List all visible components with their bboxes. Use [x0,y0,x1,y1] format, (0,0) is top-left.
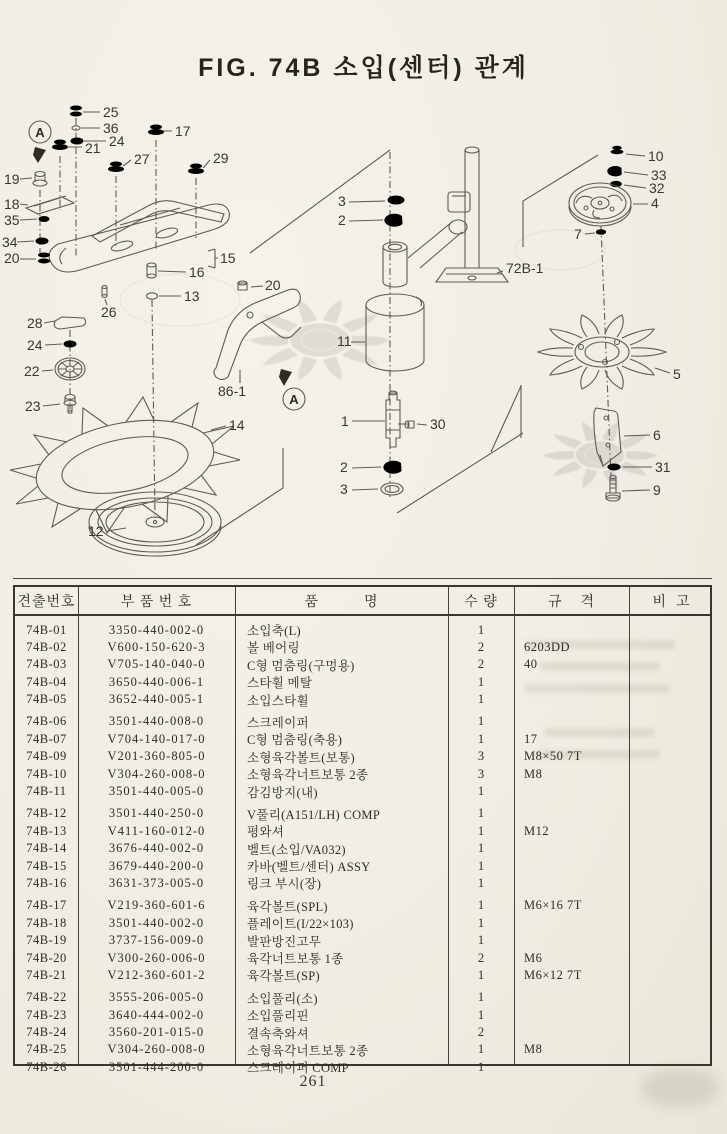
callout-24: 24 [109,133,125,149]
cell-name: 발판방진고무 [247,934,322,949]
cell-qty: 1 [477,714,485,729]
cell-part-no: V201-360-805-0 [107,749,206,764]
cell-ref-no: 74B-03 [26,657,67,672]
ring-3 [388,195,405,204]
callout-26: 26 [101,304,117,320]
callout-22: 22 [24,363,40,379]
table-body [15,616,710,1076]
cell-part-no: 3501-444-200-0 [108,1059,205,1074]
table-row [15,1024,710,1041]
cell-ref-no: 74B-16 [26,875,67,890]
table-row [15,897,710,914]
column-divider [448,587,449,1064]
callout-33: 33 [651,167,667,183]
callout-15: 15 [220,250,236,266]
cell-qty: 1 [477,858,485,873]
table-row [15,783,710,800]
callout-10: 10 [648,148,664,164]
cell-name: 볼 베어링 [247,641,300,656]
pin-26 [102,286,107,298]
cell-ref-no: 74B-17 [26,898,67,913]
table-row [15,932,710,949]
callout-23: 23 [25,398,41,414]
cell-name: 카바(벨트/센터) ASSY [247,860,371,875]
table-row [15,966,710,983]
cell-ref-no: 74B-01 [26,622,67,637]
column-divider [235,587,236,1064]
callout-2: 2 [338,212,346,228]
cell-ref-no: 74B-11 [26,784,67,799]
washer-34 [36,238,49,245]
cell-name: 소형육각볼트(보통) [247,750,355,765]
cell-name: 소입축(L) [247,624,301,638]
callout-17: 17 [175,123,191,139]
cell-name: 육각볼트(SPL) [247,899,328,914]
callout-25: 25 [103,104,119,120]
callout-20: 20 [4,250,20,266]
table-group [15,711,710,803]
cell-name: 육각볼트(SP) [247,969,320,984]
ring-13 [147,293,158,299]
cell-ref-no: 74B-18 [26,915,67,930]
cell-qty: 1 [477,875,485,890]
cell-part-no: V304-260-008-0 [107,1042,206,1057]
cell-qty: 1 [477,990,485,1005]
cell-qty: 1 [477,674,485,689]
callout-18: 18 [4,196,20,212]
cell-part-no: 3555-206-005-0 [108,990,205,1005]
plate-18 [26,196,74,214]
c-ring-2 [384,214,402,227]
header-name: 품 명 [304,594,379,610]
table-row [15,914,710,931]
cell-qty: 3 [477,766,485,781]
cell-spec: M12 [524,823,550,838]
table-row [15,1006,710,1023]
cell-qty: 1 [477,806,485,821]
figure-title: FIG. 74B 소입(센터) 관계 [198,54,529,82]
cell-name: C형 멈춤링(구멍용) [247,658,355,673]
cell-spec: 40 [524,657,538,672]
table-top-rule [13,578,712,579]
callout-19: 19 [4,171,20,187]
cell-spec: M8 [524,1042,543,1057]
callout-30: 30 [430,416,446,432]
table-row [15,638,710,655]
cell-ref-no: 74B-13 [26,823,67,838]
cell-qty: 1 [477,692,485,707]
page-number: 261 [299,1073,327,1090]
stand-post-72b [436,147,508,282]
header-ref-no: 견출번호 [17,594,76,610]
callout-36: 36 [103,120,119,136]
washer-24 [71,138,84,145]
cell-qty: 2 [477,639,485,654]
cell-part-no: 3631-373-005-0 [108,875,205,890]
callout-20b: 20 [265,277,281,293]
table-row [15,857,710,874]
callout-34: 34 [2,234,18,250]
cell-part-no: 3501-440-005-0 [108,784,205,799]
cell-name: 소입풀리핀 [247,1009,309,1024]
table-row [15,713,710,730]
cell-ref-no: 74B-15 [26,858,67,873]
cell-part-no: V704-140-017-0 [107,731,206,746]
cell-qty: 1 [477,967,485,982]
cell-qty: 3 [477,749,485,764]
cell-name: C형 멈춤링(축용) [247,733,343,748]
header-note: 비 고 [652,594,691,610]
cell-ref-no: 74B-04 [26,674,67,689]
table-row [15,730,710,747]
callout-21: 21 [85,140,101,156]
cell-part-no: 3676-440-002-0 [108,841,205,856]
cell-spec: M6×16 7T [524,898,582,913]
table-group [15,803,710,895]
cell-name: 스크레이퍼 COMP [247,1061,349,1076]
table-row [15,673,710,690]
cell-ref-no: 74B-10 [26,766,67,781]
cell-name: 결속축와셔 [247,1026,309,1041]
pulley-4 [569,183,631,226]
bolt-21 [52,140,68,159]
cell-spec: M6 [524,950,543,965]
ring-3b [381,483,403,495]
header-part-no: 부 품 번 호 [120,594,193,610]
cell-qty: 1 [477,823,485,838]
plate-28 [54,317,85,329]
table-row [15,989,710,1006]
detail-marker-a: A [35,125,45,140]
callout-14: 14 [229,417,245,433]
table-row [15,765,710,782]
cell-ref-no: 74B-06 [26,714,67,729]
callout-28: 28 [27,315,43,331]
cell-name: 소입풀리(소) [247,991,318,1006]
callout-11: 11 [337,333,352,349]
cell-qty: 1 [477,784,485,799]
table-row [15,1058,710,1075]
cell-part-no: V219-360-601-6 [107,898,206,913]
cell-ref-no: 74B-25 [26,1042,67,1057]
cell-name: 평와셔 [247,825,285,840]
bolt-10 [611,146,624,161]
callout-16: 16 [189,264,205,280]
cell-name: 소형육각너트보통 2종 [247,768,369,783]
callout-35: 35 [4,212,20,228]
cell-qty: 1 [477,1007,485,1022]
cell-spec: 6203DD [524,639,571,654]
cell-name: 스타휠 메탈 [247,676,313,691]
callout-24b: 24 [27,337,43,353]
callout-29: 29 [213,150,229,166]
table-row [15,874,710,891]
cell-part-no: 3650-440-006-1 [108,674,205,689]
cell-name: 스크레이퍼 [247,715,309,730]
cell-qty: 1 [477,841,485,856]
callout-3: 3 [338,193,346,209]
washer-24b [64,341,77,348]
cell-ref-no: 74B-07 [26,731,67,746]
detail-marker-a: A [289,392,299,407]
cell-part-no: V212-360-601-2 [107,967,206,982]
cell-qty: 1 [477,622,485,637]
callout-6: 6 [653,427,661,443]
cell-part-no: 3737-156-009-0 [108,933,205,948]
cell-part-no: V411-160-012-0 [107,823,206,838]
cell-ref-no: 74B-22 [26,990,67,1005]
table-row [15,691,710,708]
callout-12: 12 [88,523,104,539]
cell-name: 소입스타휠 [247,693,309,708]
detail-arrow-icon [33,147,46,163]
cell-part-no: 3679-440-200-0 [108,858,205,873]
cell-ref-no: 74B-12 [26,806,67,821]
cell-part-no: 3640-444-002-0 [108,1007,205,1022]
washer-33 [607,166,621,176]
cell-part-no: V705-140-040-0 [107,657,206,672]
table-group [15,895,710,987]
cell-ref-no: 74B-21 [26,967,67,982]
cell-spec: M8×50 7T [524,749,582,764]
header-qty: 수 량 [464,594,498,610]
cell-name: 육각너트보통 1종 [247,952,344,967]
table-row [15,840,710,857]
shaft-1 [386,391,400,447]
table-row [15,805,710,822]
support-arm [408,192,470,268]
cell-name: 플레이트(I/22×103) [247,917,354,932]
cell-part-no: 3560-201-015-0 [108,1025,205,1040]
table-header [15,587,710,616]
cell-name: 감김방지(내) [247,785,318,800]
callout-32: 32 [649,180,665,196]
cell-qty: 1 [477,915,485,930]
callout-9: 9 [653,482,661,498]
nut-20 [38,253,50,264]
cell-spec: M6×12 7T [524,967,582,982]
table-group [15,619,710,711]
cell-qty: 2 [477,657,485,672]
callout-4: 4 [651,195,659,211]
bolt-19 [33,172,47,187]
callout-27: 27 [134,151,150,167]
callout-2b: 2 [340,459,348,475]
cell-qty: 1 [477,898,485,913]
callout-72b-1: 72B-1 [506,260,544,276]
cell-ref-no: 74B-23 [26,1007,67,1022]
cell-part-no: 3501-440-250-0 [108,806,205,821]
callout-5: 5 [673,366,681,382]
table-group [15,987,710,1079]
star-wheel-14 [10,397,240,533]
callout-31: 31 [655,459,671,475]
cell-qty: 1 [477,731,485,746]
cell-ref-no: 74B-24 [26,1025,67,1040]
callout-13: 13 [184,288,200,304]
cell-qty: 1 [477,1042,485,1057]
cell-name: V풀리(A151/LH) COMP [247,807,381,822]
nut-25 [70,106,82,117]
table-row [15,822,710,839]
star-wheel-5 [538,315,666,389]
bushing [383,242,407,287]
cell-part-no: V600-150-620-3 [107,639,206,654]
cell-part-no: 3652-440-005-1 [108,692,205,707]
cell-name: 소형육각너트보통 2종 [247,1043,369,1058]
cell-spec: 17 [524,731,538,746]
column-divider [514,587,515,1064]
cylinder-11 [366,294,424,371]
cell-ref-no: 74B-02 [26,639,67,654]
cell-ref-no: 74B-19 [26,933,67,948]
cell-part-no: 3501-440-002-0 [108,915,205,930]
cell-name: 벨트(소입/VA032) [247,842,346,857]
washer-7 [596,229,606,235]
table-row [15,656,710,673]
column-divider [629,587,630,1064]
cell-ref-no: 74B-05 [26,692,67,707]
detail-arrow-icon [279,369,292,386]
washer-31 [608,464,621,471]
callout-7: 7 [574,226,582,242]
cylinder-16 [147,263,156,278]
table-row [15,1041,710,1058]
c-ring-2b [383,461,401,474]
cell-ref-no: 74B-14 [26,841,67,856]
cell-ref-no: 74B-26 [26,1059,67,1074]
cell-qty: 1 [477,933,485,948]
cell-spec: M8 [524,766,543,781]
cell-qty: 1 [477,1059,485,1074]
table-row [15,949,710,966]
parts-table [13,585,712,1076]
cell-name: 링크 부시(장) [247,877,322,892]
table-row [15,748,710,765]
cell-part-no: 3350-440-002-0 [108,622,205,637]
cell-ref-no: 74B-09 [26,749,67,764]
callout-3b: 3 [340,481,348,497]
washer-35 [38,216,49,222]
column-divider [78,587,79,1064]
cell-part-no: V304-260-008-0 [107,766,206,781]
table-row [15,621,710,638]
header-spec: 규 격 [547,594,596,610]
cell-part-no: 3501-440-008-0 [108,714,205,729]
cell-qty: 2 [477,950,485,965]
callout-1: 1 [341,413,349,429]
disc-pulley-12 [89,492,221,556]
cell-ref-no: 74B-20 [26,950,67,965]
callout-86-1: 86-1 [218,383,247,399]
cell-qty: 2 [477,1025,485,1040]
cell-part-no: V300-260-006-0 [107,950,206,965]
